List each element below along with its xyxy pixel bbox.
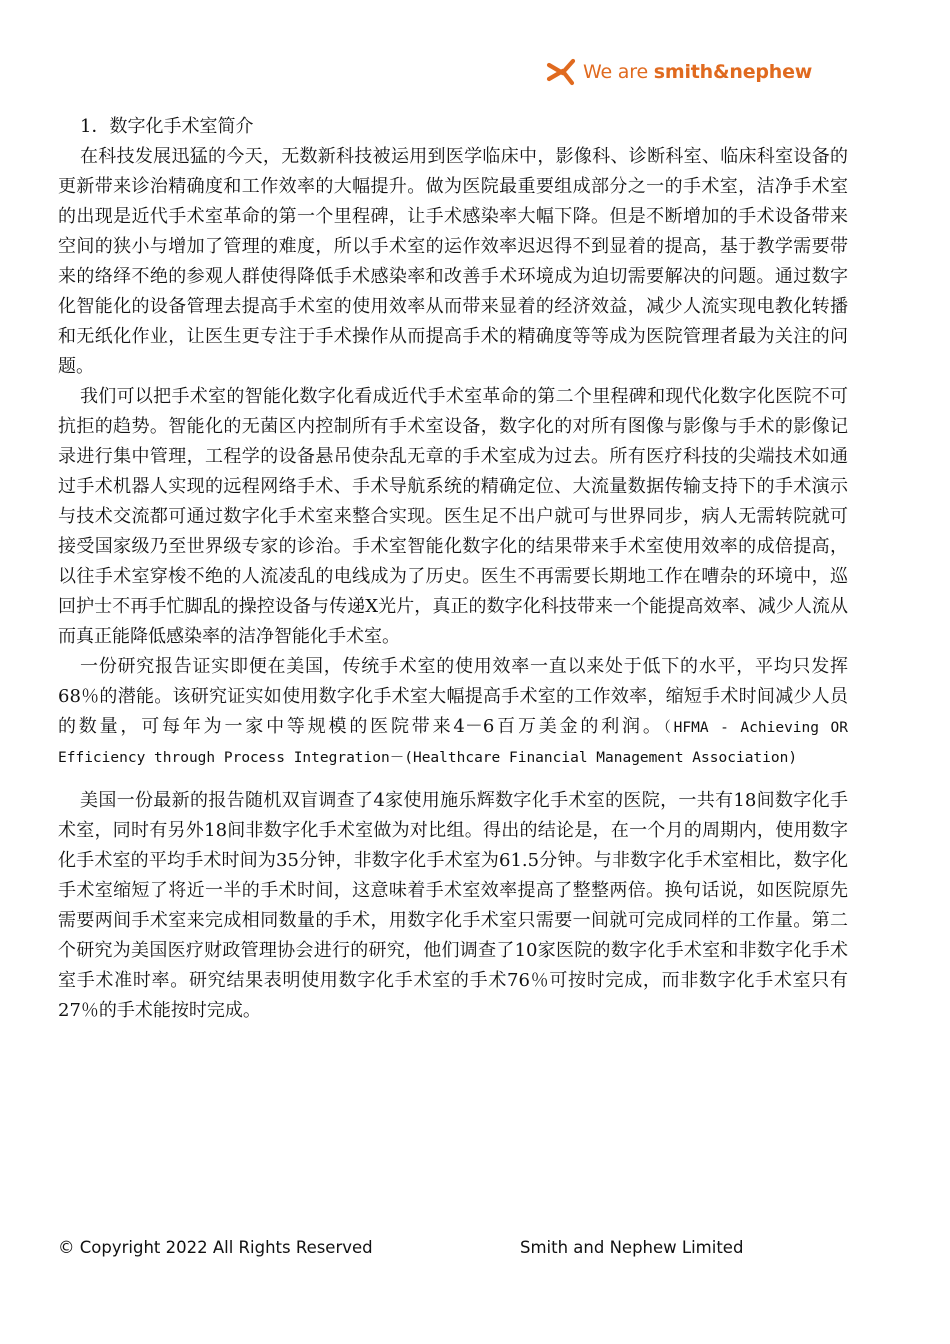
- paragraph-4: 美国一份最新的报告随机双盲调查了4家使用施乐辉数字化手术室的医院，一共有18间数字化手术室，同时有另外18间非数字化手术室做为对比组。得出的结论是，在一个月的周期内，使用数字化手术室的平均手术时间为35分钟，非数字化手术室为61.5分钟。与非数字化手术室相比，数字化手术室缩短了将近一半的手术时间，这意味着手术室效率提高了整整两倍。换句话说，如医院原先需要两间手术室来完成相同数量的手术，用数字化手术室只需要一间就可完成同样的工作量。第二个研究为美国医疗财政管理协会进行的研究，他们调查了10家医院的数字化手术室和非数字化手术室手术准时率。研究结果表明使用数字化手术室的手术76％可按时完成，而非数字化手术室只有27％的手术能按时完成。: [58, 790, 848, 1021]
- company-name: Smith and Nephew Limited: [520, 1238, 744, 1257]
- copyright-text: © Copyright 2022 All Rights Reserved: [58, 1238, 373, 1257]
- logo-wordmark: [583, 61, 812, 83]
- page-footer: [58, 1238, 858, 1264]
- logo-brand: smith&nephew: [653, 61, 813, 83]
- document-body: [58, 112, 848, 1026]
- paragraph-1: 在科技发展迅猛的今天，无数新科技被运用到医学临床中，影像科、诊断科室、临床科室设备的更新带来诊治精确度和工作效率的大幅提升。做为医院最重要组成部分之一的手术室，洁净手术室的出现是近代手术室革命的第一个里程碑，让手术感染率大幅下降。但是不断增加的手术设备带来空间的狭小与增加了管理的难度，所以手术室的运作效率迟迟得不到显着的提高，基于教学需要带来的络绎不绝的参观人群使得降低手术感染率和改善手术环境成为迫切需要解决的问题。通过数字化智能化的设备管理去提高手术室的使用效率从而带来显着的经济效益，减少人流实现电教化转播和无纸化作业，让医生更专注于手术操作从而提高手术的精确度等等成为医院管理者最为关注的问题。: [58, 146, 848, 377]
- section-heading: 1．数字化手术室简介: [80, 116, 254, 137]
- citation: （HFMA - Achieving OR Efficiency through Process Integration－(Healthcare Financial Management Association): [58, 720, 848, 766]
- paragraph-2: 我们可以把手术室的智能化数字化看成近代手术室革命的第二个里程碑和现代化数字化医院不可抗拒的趋势。智能化的无菌区内控制所有手术室设备，数字化的对所有图像与影像与手术的影像记录进行集中管理，工程学的设备悬吊使杂乱无章的手术室成为过去。所有医疗科技的尖端技术如通过手术机器人实现的远程网络手术、手术导航系统的精确定位、大流量数据传输支持下的手术演示与技术交流都可通过数字化手术室来整合实现。医生足不出户就可与世界同步，病人无需转院就可接受国家级乃至世界级专家的诊治。手术室智能化数字化的结果带来手术室使用效率的成倍提高，以往手术室穿梭不绝的人流凌乱的电线成为了历史。医生不再需要长期地工作在嘈杂的环境中，巡回护士不再手忙脚乱的操控设备与传递X光片，真正的数字化科技带来一个能提高效率、减少人流从而真正能降低感染率的洁净智能化手术室。: [58, 386, 848, 647]
- paragraph-3-text: 一份研究报告证实即便在美国，传统手术室的使用效率一直以来处于低下的水平，平均只发挥68％的潜能。该研究证实如使用数字化手术室大幅提高手术室的工作效率，缩短手术时间减少人员的数量，可每年为一家中等规模的医院带来4－6百万美金的利润。: [58, 656, 848, 737]
- paragraph-gap: [58, 772, 848, 786]
- paragraph-3: [58, 652, 848, 772]
- starburst-logo-icon: [545, 57, 581, 87]
- logo-prefix: We are: [583, 61, 654, 83]
- company-logo: [545, 56, 855, 88]
